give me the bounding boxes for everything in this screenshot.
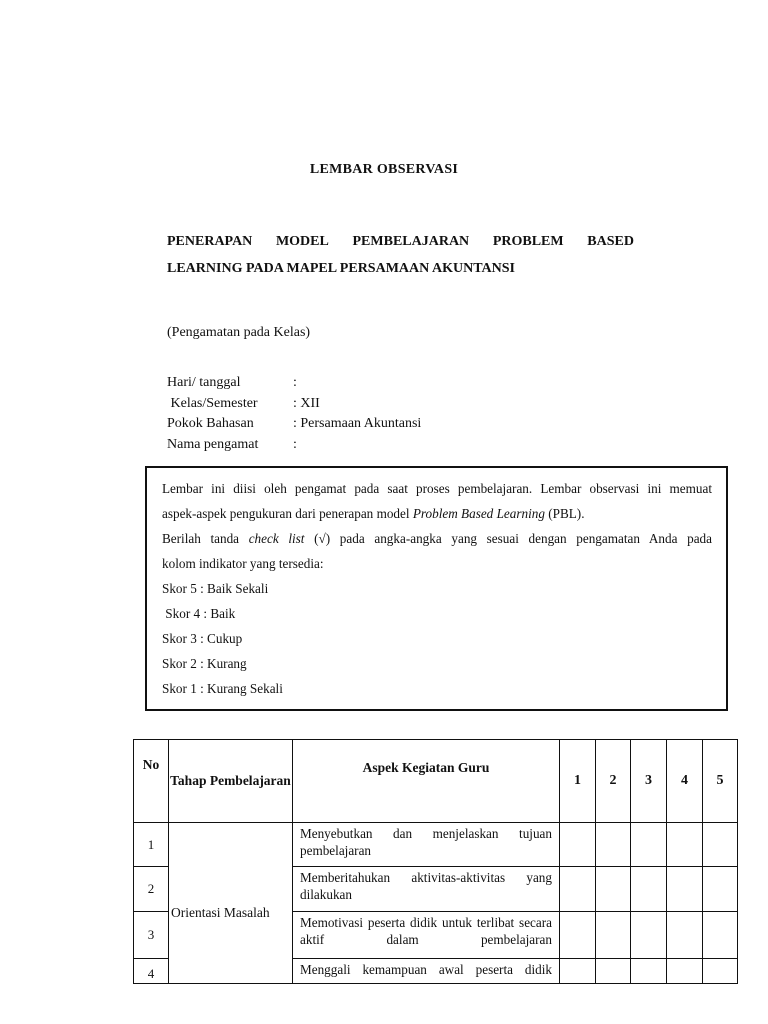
instructions-italic: check list <box>248 531 305 546</box>
document-title: LEMBAR OBSERVASI <box>309 162 459 177</box>
table-bottom-border <box>133 983 737 984</box>
header-score-3: 3 <box>631 740 667 823</box>
subtitle-word: PENERAPAN <box>167 234 253 249</box>
score-checkbox-1[interactable] <box>560 867 596 912</box>
score-legend-item: Skor 3 : Cukup <box>162 631 243 646</box>
field-label: Kelas/Semester <box>167 395 258 411</box>
aspek-cell <box>293 823 560 867</box>
score-checkbox-3[interactable] <box>631 867 667 912</box>
score-checkbox-1[interactable] <box>560 912 596 959</box>
row-number: 3 <box>134 912 169 959</box>
field-value: : XII <box>293 395 320 411</box>
identity-fields <box>167 373 421 455</box>
aspek-text: Memberitahukan aktivitas-aktivitas yang dilakukan <box>300 870 552 902</box>
row-number: 4 <box>134 959 169 1004</box>
instructions-box <box>145 466 728 711</box>
field-value: : Persamaan Akuntansi <box>293 416 422 431</box>
score-legend-item: Skor 4 : Baik <box>162 606 236 621</box>
table-row <box>134 823 738 867</box>
row-number: 1 <box>134 823 169 867</box>
subtitle-word: BASED <box>587 234 634 249</box>
instructions-text: (√) pada angka-angka yang sesuai dengan pengamatan Anda pada <box>304 531 713 546</box>
score-checkbox-5[interactable] <box>703 867 738 912</box>
header-score-4: 4 <box>667 740 703 823</box>
instructions-text: (PBL). <box>544 506 585 521</box>
field-value: : <box>293 375 297 390</box>
field-label: Nama pengamat <box>167 436 259 452</box>
instructions-line-4: kolom indikator yang tersedia: <box>162 556 324 571</box>
subtitle-line-2: LEARNING PADA MAPEL PERSAMAAN AKUNTANSI <box>167 261 515 276</box>
score-checkbox-3[interactable] <box>631 912 667 959</box>
score-checkbox-4[interactable] <box>667 823 703 867</box>
score-checkbox-5[interactable] <box>703 823 738 867</box>
header-tahap: Tahap Pembelajaran <box>169 740 293 823</box>
field-row-class <box>167 394 421 415</box>
field-label: Pokok Bahasan <box>167 416 254 431</box>
score-checkbox-4[interactable] <box>667 867 703 912</box>
instructions-line-2 <box>162 501 712 526</box>
score-checkbox-2[interactable] <box>596 823 631 867</box>
header-aspek: Aspek Kegiatan Guru <box>293 740 560 823</box>
instructions-italic: Problem Based Learning <box>412 506 545 521</box>
aspek-text: Menggali kemampuan awal peserta didik <box>300 962 552 977</box>
instructions-line-1: Lembar ini diisi oleh pengamat pada saat proses pembelajaran. Lembar observasi ini memuat <box>162 481 712 496</box>
field-row-topic <box>167 414 421 435</box>
page-bottom-margin <box>0 984 768 1024</box>
header-score-1: 1 <box>560 740 596 823</box>
observation-note: (Pengamatan pada Kelas) <box>167 325 311 340</box>
score-legend-item: Skor 5 : Baik Sekali <box>162 581 269 596</box>
score-checkbox-4[interactable] <box>667 912 703 959</box>
score-legend-item: Skor 2 : Kurang <box>162 656 247 671</box>
table-header-row <box>134 740 738 823</box>
observation-table <box>133 739 738 1004</box>
tahap-cell: Orientasi Masalah <box>169 823 293 1004</box>
subtitle-line-1 <box>167 228 634 255</box>
subtitle-word: PEMBELAJARAN <box>352 234 470 249</box>
header-score-5: 5 <box>703 740 738 823</box>
subtitle-word: PROBLEM <box>492 234 564 249</box>
aspek-text: Memotivasi peserta didik untuk terlibat secara aktif dalam pembelajaran <box>300 915 552 947</box>
score-checkbox-2[interactable] <box>596 867 631 912</box>
field-label: Hari/ tanggal <box>167 375 241 390</box>
score-checkbox-3[interactable] <box>631 823 667 867</box>
document-subtitle <box>167 228 634 282</box>
field-row-date <box>167 373 421 394</box>
aspek-text: Menyebutkan dan menjelaskan tujuan pembelajaran <box>300 826 552 858</box>
score-checkbox-1[interactable] <box>560 823 596 867</box>
instructions-text: aspek-aspek pengukuran dari penerapan model <box>162 506 413 521</box>
aspek-cell <box>293 912 560 959</box>
header-score-2: 2 <box>596 740 631 823</box>
score-checkbox-5[interactable] <box>703 912 738 959</box>
field-row-observer <box>167 435 421 456</box>
header-no: No <box>134 740 169 823</box>
score-legend-item: Skor 1 : Kurang Sekali <box>162 681 283 696</box>
instructions-text: Berilah tanda <box>162 531 249 546</box>
score-checkbox-2[interactable] <box>596 912 631 959</box>
instructions-line-3 <box>162 526 712 551</box>
field-value: : <box>293 436 297 452</box>
subtitle-word: MODEL <box>275 234 329 249</box>
aspek-cell <box>293 867 560 912</box>
row-number: 2 <box>134 867 169 912</box>
